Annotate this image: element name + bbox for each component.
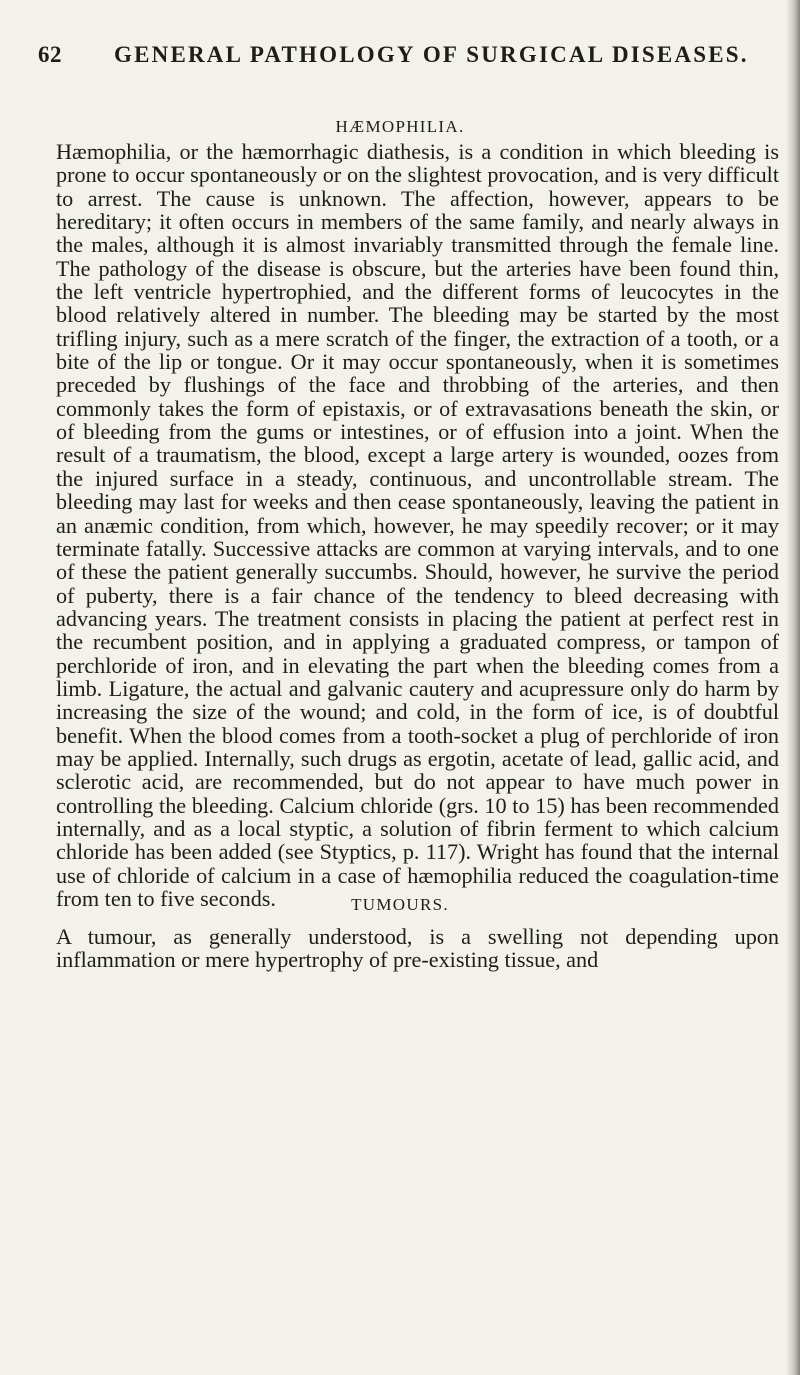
- paragraph-haemophilia: Hæmophilia, or the hæmorrhagic diathesis, is a condition in which bleeding is prone to occur spontaneously or on the slightest provocation, and is very difficult to arrest. The cause is unknown. The affection, however, appears to be hereditary; it often occurs in members of the same family, and nearly always in the males, although it is almost invariably transmitted through the female line. The pathology of the disease is obscure, but the arteries have been found thin, the left ventricle hypertrophied, and the different forms of leucocytes in the blood relatively altered in number. The bleeding may be started by the most trifling injury, such as a mere scratch of the finger, the extraction of a tooth, or a bite of the lip or tongue. Or it may occur spontaneously, when it is sometimes preceded by flushings of the face and throbbing of the arteries, and then commonly takes the form of epistaxis, or of extravasations beneath the skin, or of bleeding from the gums or intestines, or of effusion into a joint. When the result of a traumatism, the blood, except a large artery is wounded, oozes from the injured surface in a steady, continuous, and uncontrollable stream. The bleeding may last for weeks and then cease spontaneously, leaving the patient in an anæmic condition, from which, however, he may speedily recover; or it may terminate fatally. Successive attacks are common at varying intervals, and to one of these the patient generally succumbs. Should, however, he survive the period of puberty, there is a fair chance of the tendency to bleed decreasing with advancing years. The treatment consists in placing the patient at perfect rest in the recumbent position, and in applying a graduated compress, or tampon of perchloride of iron, and in elevating the part when the bleeding comes from a limb. Ligature, the actual and galvanic cautery and acupressure only do harm by increasing the size of the wound; and cold, in the form of ice, is of doubtful benefit. When the blood comes from a tooth-socket a plug of perchloride of iron may be applied. Internally, such drugs as ergotin, acetate of lead, gallic acid, and sclerotic acid, are recommended, but do not appear to have much power in controlling the bleeding. Calcium chloride (grs. 10 to 15) has been recommended internally, and as a local styptic, a solution of fibrin ferment to which calcium chloride has been added (see Styptics, p. 117). Wright has found that the internal use of chloride of calcium in a case of hæmophilia reduced the coagulation-time from ten to five seconds.: [56, 139, 779, 911]
- section-heading-haemophilia: HÆMOPHILIA.: [335, 117, 465, 136]
- running-title: GENERAL PATHOLOGY OF SURGICAL DISEASES.: [114, 42, 749, 67]
- section-heading-tumours: TUMOURS.: [351, 895, 449, 914]
- page-number: 62: [38, 42, 62, 67]
- paragraph-tumours: A tumour, as generally understood, is a swelling not depending upon inflammation or mere hypertrophy of pre-existing tissue, and: [56, 924, 779, 973]
- running-head: [38, 42, 770, 72]
- page-binding-shadow: [786, 0, 800, 1375]
